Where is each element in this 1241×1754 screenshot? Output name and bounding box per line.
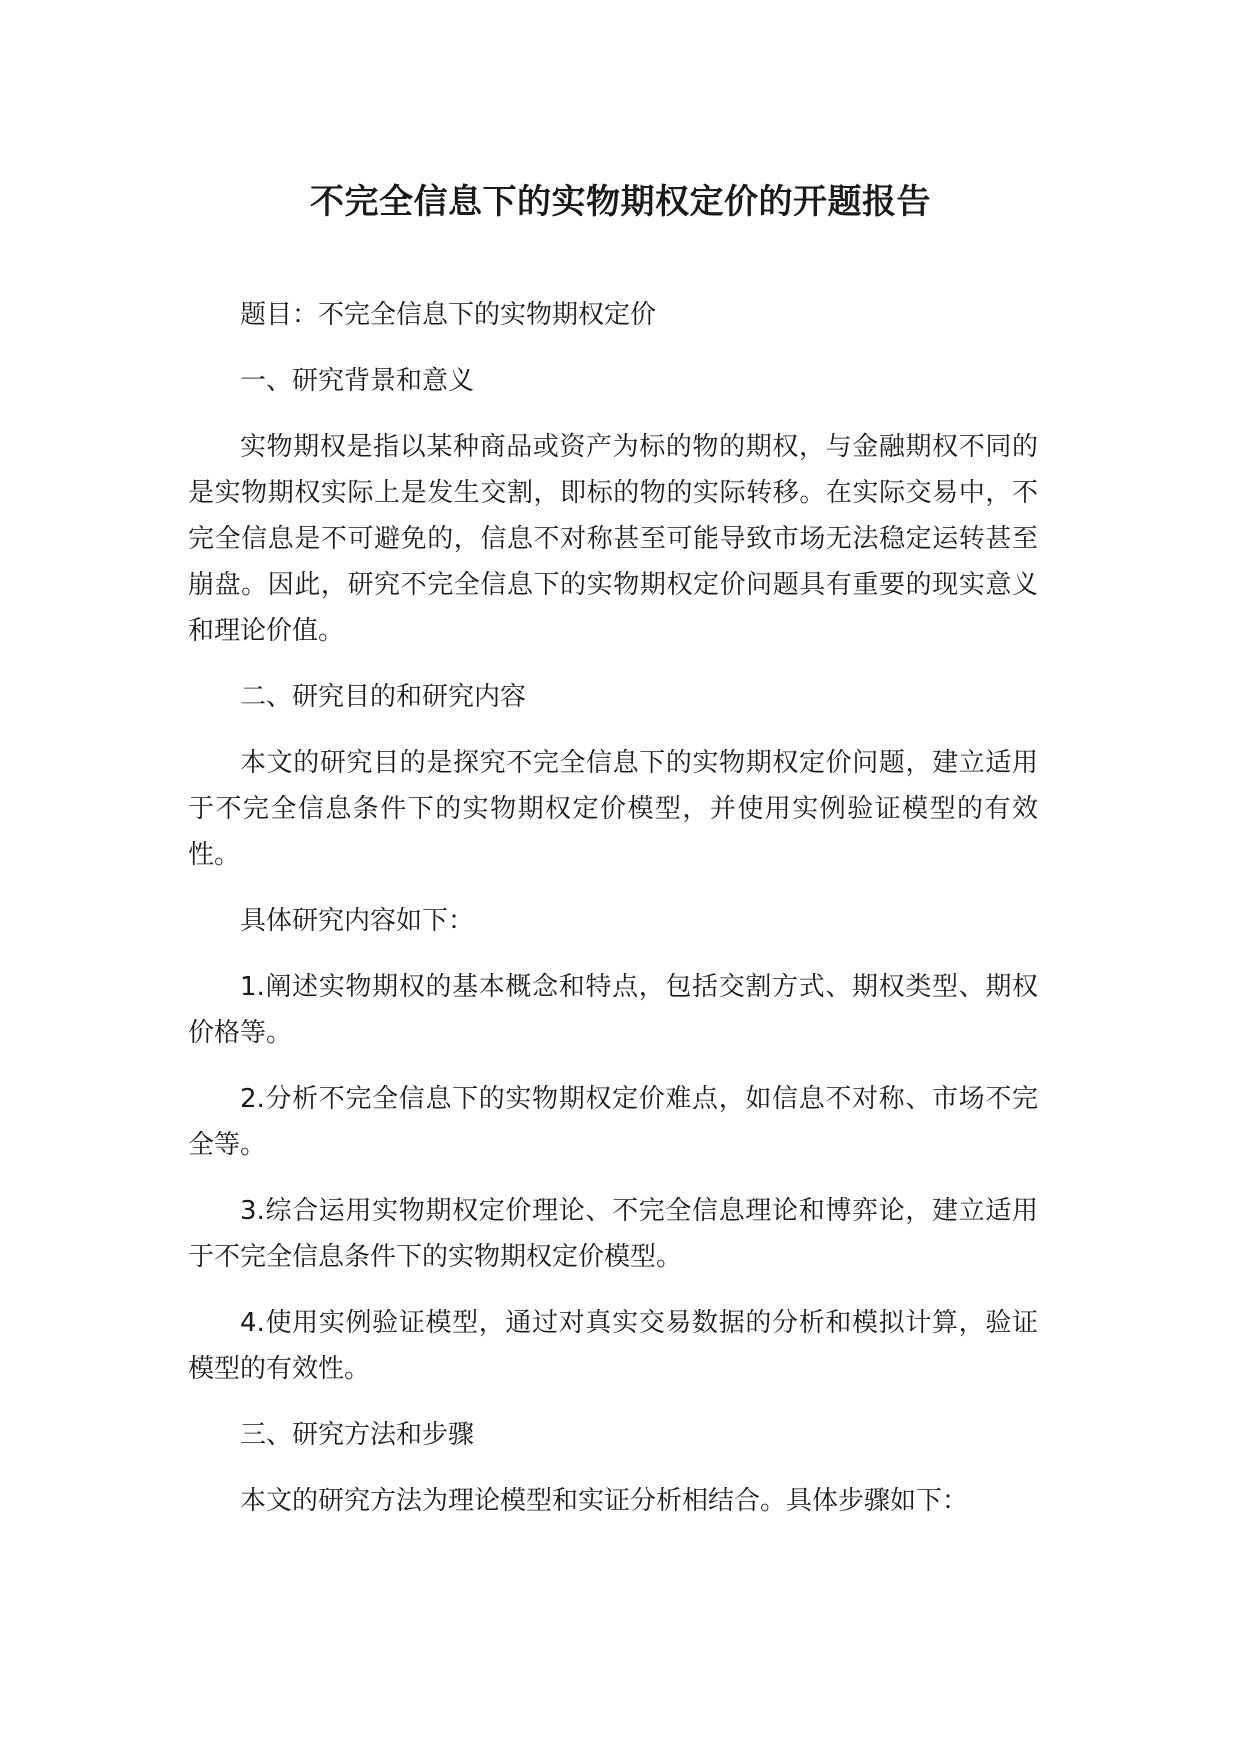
paragraph-objectives: 本文的研究目的是探究不完全信息下的实物期权定价问题，建立适用于不完全信息条件下的实物期权定价模型，并使用实例验证模型的有效性。	[188, 748, 1038, 870]
paragraph-content-intro: 具体研究内容如下：	[240, 906, 475, 936]
section-heading-methods: 三、研究方法和步骤	[240, 1420, 475, 1450]
list-item-3: 3.综合运用实物期权定价理论、不完全信息理论和博弈论，建立适用于不完全信息条件下的实物期权定价模型。	[188, 1196, 1038, 1272]
paragraph-methods: 本文的研究方法为理论模型和实证分析相结合。具体步骤如下：	[240, 1486, 969, 1516]
document-title: 不完全信息下的实物期权定价的开题报告	[310, 182, 931, 222]
list-item-1: 1.阐述实物期权的基本概念和特点，包括交割方式、期权类型、期权价格等。	[188, 972, 1038, 1048]
list-item-4: 4.使用实例验证模型，通过对真实交易数据的分析和模拟计算，验证模型的有效性。	[188, 1308, 1038, 1384]
paragraph-background: 实物期权是指以某种商品或资产为标的物的期权，与金融期权不同的是实物期权实际上是发生交割，即标的物的实际转移。在实际交易中，不完全信息是不可避免的，信息不对称甚至可能导致市场无法稳定运转甚至崩盘。因此，研究不完全信息下的实物期权定价问题具有重要的现实意义和理论价值。	[188, 432, 1038, 646]
list-item-2: 2.分析不完全信息下的实物期权定价难点，如信息不对称、市场不完全等。	[188, 1084, 1038, 1160]
section-heading-objectives: 二、研究目的和研究内容	[240, 682, 527, 712]
document-body	[188, 292, 1038, 1544]
topic-line: 题目：不完全信息下的实物期权定价	[240, 300, 657, 330]
section-heading-background: 一、研究背景和意义	[240, 366, 475, 396]
